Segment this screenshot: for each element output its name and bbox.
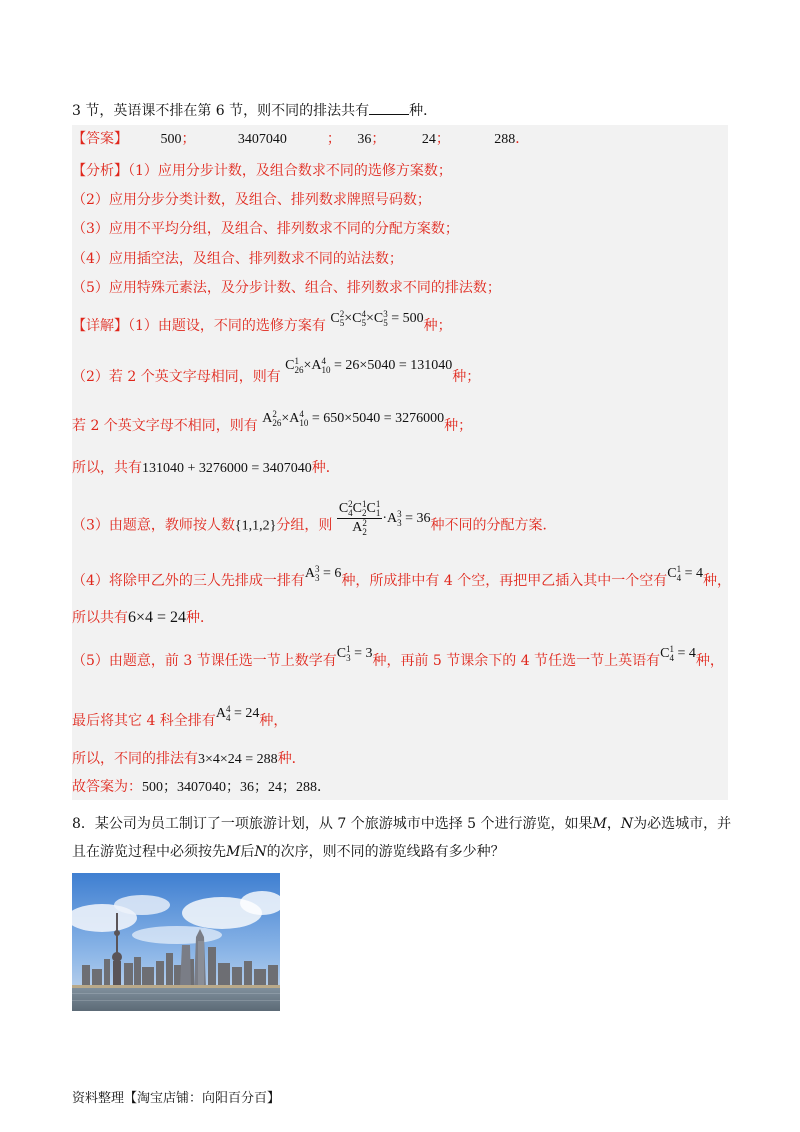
question-8-line-2 bbox=[72, 841, 505, 861]
answer-label: 【答案】 bbox=[72, 131, 128, 147]
detail-line-2 bbox=[72, 355, 481, 387]
detail-line-11 bbox=[72, 776, 331, 796]
answer-sep: ； bbox=[435, 131, 450, 147]
detail-line-1 bbox=[72, 308, 452, 336]
detail-formula-5: C 2 4 C 1 2 C 1 1 A 2 2 ·A 3 3 = 36 bbox=[338, 499, 431, 537]
answer-value-2: 3407040 bbox=[237, 132, 287, 147]
detail-line-9 bbox=[72, 703, 288, 731]
detail-text: 种， bbox=[695, 653, 724, 669]
intro-text: 3 节，英语课不排在第 6 节，则不同的排法共有 bbox=[72, 103, 370, 119]
formula-result: = 6 bbox=[323, 566, 342, 581]
detail-formula-9: C 1 3 = 3 bbox=[336, 643, 373, 663]
question-text: 为必选城市，并 bbox=[633, 816, 732, 832]
detail-text: 分组，则 bbox=[276, 517, 333, 534]
detail-text: （3）由题意，教师按人数 bbox=[72, 517, 235, 534]
detail-line-5 bbox=[72, 499, 557, 545]
detail-formula-12: 3×4×24 = 288 bbox=[198, 752, 278, 767]
answer-sep: ； bbox=[371, 131, 386, 147]
group-set: {1,1,2} bbox=[234, 518, 277, 534]
detail-text: 种， bbox=[259, 713, 288, 729]
formula-result: = 650×5040 = 3276000 bbox=[311, 411, 445, 426]
formula-result: = 36 bbox=[405, 510, 431, 526]
formula-result: = 24 bbox=[233, 706, 260, 721]
detail-line-7 bbox=[72, 607, 214, 627]
question-text: 且在游览过程中必须按先 bbox=[72, 844, 226, 860]
detail-text: 种． bbox=[186, 610, 215, 626]
detail-line-3 bbox=[72, 408, 473, 436]
answer-value-1: 500 bbox=[160, 132, 182, 147]
detail-formula-10: C 1 4 = 4 bbox=[660, 643, 696, 663]
answer-value-5: 288 bbox=[494, 132, 516, 147]
analysis-line-2 bbox=[72, 189, 431, 209]
detail-text: （5）由题意，前 3 节课任选一节上数学有 bbox=[72, 653, 337, 669]
analysis-line-5 bbox=[72, 277, 501, 297]
detail-text: 种， bbox=[703, 573, 731, 589]
detail-text: （2）若 2 个英文字母相同，则有 bbox=[72, 369, 281, 385]
intro-suffix: 种． bbox=[409, 103, 438, 119]
detail-line-10 bbox=[72, 748, 306, 768]
detail-formula-2: C 1 26 ×A 4 10 = 26×5040 = 131040 bbox=[285, 355, 453, 375]
detail-text: 种． bbox=[311, 460, 340, 476]
detail-text: 种不同的分配方案． bbox=[430, 517, 557, 534]
analysis-line-1 bbox=[72, 160, 452, 180]
detail-formula-1: C 2 5 ×C 4 5 ×C 3 5 = 500 bbox=[330, 308, 424, 328]
detail-text: （1）由题设，不同的选修方案有 bbox=[128, 318, 326, 334]
answer-blank bbox=[369, 102, 409, 115]
detail-line-6 bbox=[72, 563, 731, 591]
formula-result: = 4 bbox=[684, 566, 703, 581]
detail-text: 种； bbox=[423, 318, 452, 334]
detail-text: 种； bbox=[444, 418, 473, 434]
detail-text: 最后将其它 4 科全排有 bbox=[72, 713, 216, 729]
answer-sep: ； bbox=[326, 131, 341, 147]
detail-line-8 bbox=[72, 643, 724, 671]
analysis-item: （5）应用特殊元素法，及分步计数、组合、排列数求不同的排法数； bbox=[72, 280, 501, 296]
question-text: 后 bbox=[240, 844, 255, 860]
detail-formula-8: 6×4 = 24 bbox=[128, 609, 187, 626]
detail-formula-4: 131040 + 3276000 = 3407040 bbox=[142, 461, 312, 476]
detail-text: 种，再前 5 节课余下的 4 节任选一节上英语有 bbox=[372, 653, 661, 669]
detail-text: 若 2 个英文字母不相同，则有 bbox=[72, 418, 258, 434]
detail-line-4 bbox=[72, 457, 340, 477]
analysis-label: 【分析】 bbox=[72, 163, 128, 179]
formula-result: = 3 bbox=[354, 646, 373, 661]
analysis-item: （2）应用分步分类计数，及组合、排列数求牌照号码数； bbox=[72, 192, 431, 208]
city-n: N bbox=[254, 844, 267, 860]
final-answers: 500；3407040；36；24；288． bbox=[142, 780, 331, 795]
detail-text: 所以，共有 bbox=[72, 460, 142, 476]
city-n: N bbox=[620, 816, 634, 832]
formula-result: = 26×5040 = 131040 bbox=[334, 358, 453, 373]
answer-sep: ； bbox=[181, 131, 196, 147]
city-skyline-photo bbox=[72, 873, 280, 1011]
formula-result: = 4 bbox=[677, 646, 696, 661]
detail-text: （4）将除甲乙外的三人先排成一排有 bbox=[72, 573, 305, 589]
detail-label: 【详解】 bbox=[72, 318, 128, 334]
detail-formula-3: A 2 26 ×A 4 10 = 650×5040 = 3276000 bbox=[262, 408, 445, 428]
city-m: M bbox=[226, 844, 241, 860]
analysis-line-3 bbox=[72, 218, 459, 238]
detail-text: 种． bbox=[277, 751, 306, 767]
analysis-item: （4）应用插空法，及组合、排列数求不同的站法数； bbox=[72, 251, 403, 267]
detail-text: 种； bbox=[452, 369, 481, 385]
detail-formula-6: A 3 3 = 6 bbox=[304, 563, 342, 583]
question-text: 8．某公司为员工制订了一项旅游计划，从 7 个旅游城市中选择 5 个进行游览，如果 bbox=[72, 816, 593, 832]
footer-source: 资料整理【淘宝店铺：向阳百分百】 bbox=[72, 1091, 281, 1106]
city-m: M bbox=[592, 816, 607, 832]
answer-value-3: 36 bbox=[357, 132, 372, 147]
detail-formula-11: A 4 4 = 24 bbox=[215, 703, 260, 723]
answer-line bbox=[72, 128, 529, 148]
answer-sep: ． bbox=[515, 131, 530, 147]
question-8-line-1 bbox=[72, 813, 731, 833]
question-text: ， bbox=[606, 816, 621, 832]
intro-line bbox=[72, 100, 437, 120]
analysis-item: （1）应用分步计数，及组合数求不同的选修方案数； bbox=[128, 163, 452, 179]
detail-text: 所以，不同的排法有 bbox=[72, 751, 198, 767]
analysis-line-4 bbox=[72, 248, 403, 268]
detail-text: 种，所成排中有 4 个空，再把甲乙插入其中一个空有 bbox=[341, 573, 668, 589]
analysis-item: （3）应用不平均分组，及组合、排列数求不同的分配方案数； bbox=[72, 221, 459, 237]
question-text: 的次序，则不同的游览线路有多少种？ bbox=[266, 844, 505, 860]
detail-formula-7: C 1 4 = 4 bbox=[667, 563, 703, 583]
detail-text: 故答案为： bbox=[72, 779, 142, 795]
answer-value-4: 24 bbox=[421, 132, 436, 147]
detail-text: 所以共有 bbox=[72, 610, 128, 626]
formula-result: = 500 bbox=[391, 311, 424, 326]
